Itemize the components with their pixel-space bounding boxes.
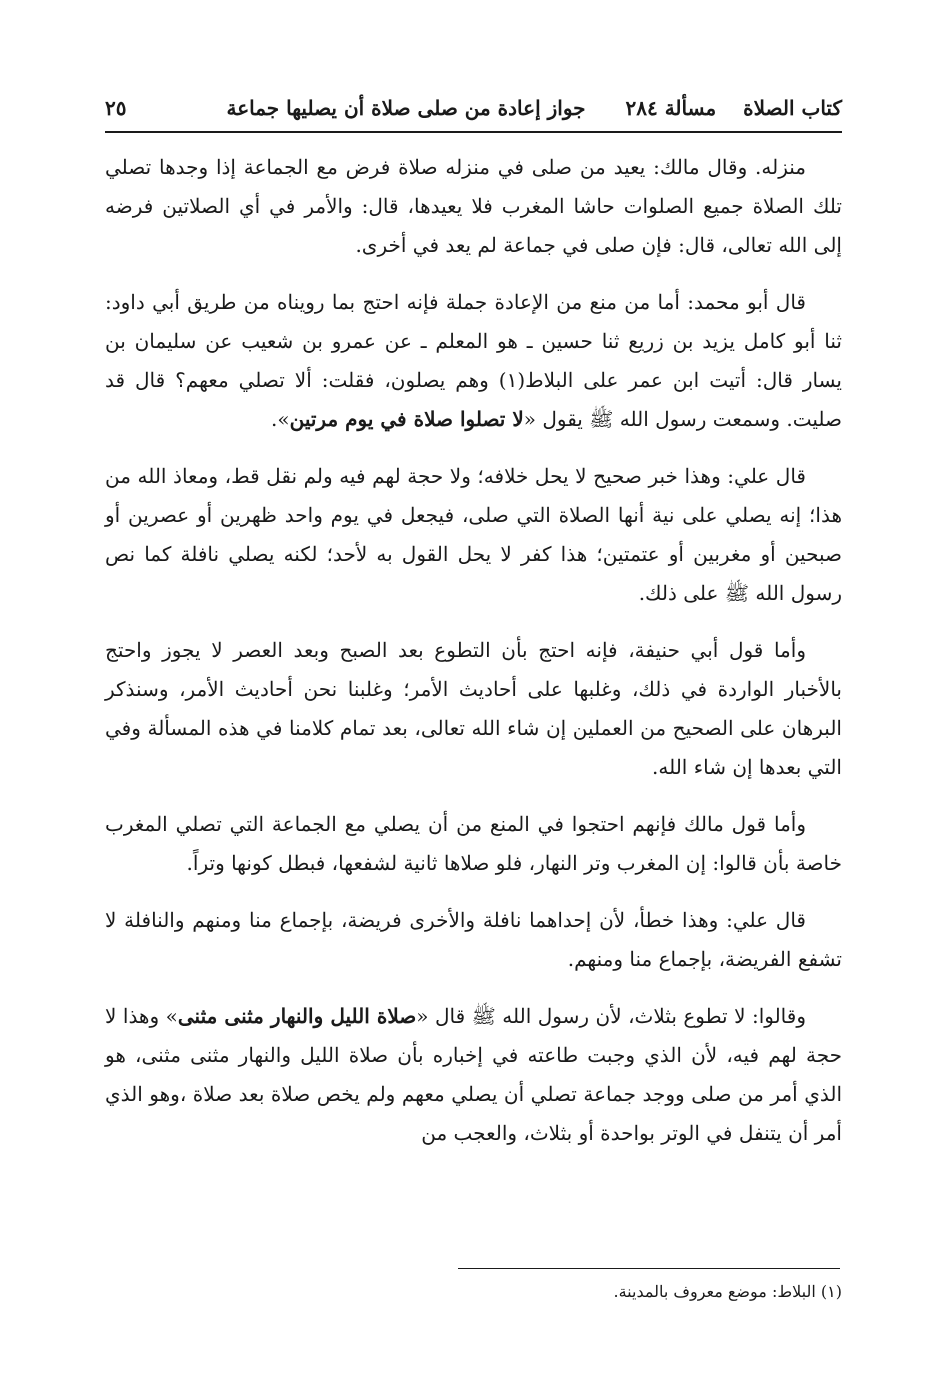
paragraph-tail: » وهذا لا حجة لهم فيه، لأن الذي وجبت طاعته في إخباره بأن صلاة الليل والنهار مثنى مثنى، هو الذي أمر من صلى ووجد جماعة تصلي أن يصلي معهم ولم يخص صلاة بعد صلاة ،وهو الذي أمر أن يتنفل في الوتر بواحدة أو بثلاث، والعجب من (105, 1004, 842, 1145)
paragraph-text: وأما قول أبي حنيفة، فإنه احتج بأن التطوع بعد الصبح وبعد العصر لا يجوز واحتج بالأخبار الواردة في ذلك، وغلبها على أحاديث الأمر؛ وغلبنا نحن أحاديث الأمر، وسنذكر البرهان على الصحيح من العملين إن شاء الله تعالى، بعد تمام كلامنا في هذه المسألة وفي التي بعدها إن شاء الله. (105, 638, 842, 779)
paragraph-tail: ». (271, 407, 290, 431)
footnote-rule (458, 1268, 840, 1269)
paragraph-1 (105, 148, 842, 265)
running-header (105, 90, 842, 126)
hadith-quote: لا تصلوا صلاة في يوم مرتين (289, 407, 524, 431)
header-rule (105, 131, 842, 133)
header-left-group (105, 96, 716, 120)
paragraph-text: قال علي: وهذا خبر صحيح لا يحل خلافه؛ ولا حجة لهم فيه ولم نقل قط، ومعاذ الله من هذا؛ إنه يصلي على نية أنها الصلاة التي صلى، فيجعل في يوم واحد ظهرين أو عصرين أو صبحين أو مغربين أو عتمتين؛ هذا كفر لا يحل القول به لأحد؛ لكنه يصلي نافلة كما نص رسول الله ﷺ على ذلك. (105, 464, 842, 605)
paragraph-5 (105, 805, 842, 883)
paragraph-text: قال علي: وهذا خطأ، لأن إحداهما نافلة والأخرى فريضة، بإجماع منا ومنهم والنافلة لا تشفع الفريضة، بإجماع منا ومنهم. (105, 908, 842, 971)
paragraph-text: قال أبو محمد: أما من منع من الإعادة جملة فإنه احتج بما رويناه من طريق أبي داود: ثنا أبو كامل يزيد بن زريع ثنا حسين ـ هو المعلم ـ عن عمرو بن شعيب عن سليمان بن يسار قال: أتيت ابن عمر على البلاط(١) وهم يصلون، فقلت: ألا تصلي معهم؟ قال قد صليت. وسمعت رسول الله ﷺ يقول « (105, 290, 842, 431)
book-title: كتاب الصلاة (743, 96, 842, 120)
paragraph-text: منزله. وقال مالك: يعيد من صلى في منزله صلاة فرض مع الجماعة إذا وجدها تصلي تلك الصلاة جميع الصلوات حاشا المغرب فلا يعيدها، قال: والأمر في أي الصلاتين فرضه إلى الله تعالى، قال: فإن صلى في جماعة لم يعد في أخرى. (105, 155, 842, 257)
paragraph-3 (105, 457, 842, 613)
paragraph-4 (105, 631, 842, 787)
page-number: ٢٥ (105, 96, 127, 120)
footnote: (١) البلاط: موضع معروف بالمدينة. (613, 1282, 842, 1301)
paragraph-7 (105, 997, 842, 1153)
paragraph-6 (105, 901, 842, 979)
paragraph-2 (105, 283, 842, 439)
paragraph-text: وقالوا: لا تطوع بثلاث، لأن رسول الله ﷺ قال « (416, 1004, 806, 1028)
hadith-quote: صلاة الليل والنهار مثنى مثنى (177, 1004, 417, 1028)
issue-title: جواز إعادة من صلى صلاة أن يصليها جماعة (226, 96, 586, 120)
main-text (105, 148, 842, 1171)
issue-number: مسألة ٢٨٤ (625, 96, 717, 120)
paragraph-text: وأما قول مالك فإنهم احتجوا في المنع من أن يصلي مع الجماعة التي تصلي المغرب خاصة بأن قالوا: إن المغرب وتر النهار، فلو صلاها ثانية لشفعها، فبطل كونها وتراً. (105, 812, 842, 875)
